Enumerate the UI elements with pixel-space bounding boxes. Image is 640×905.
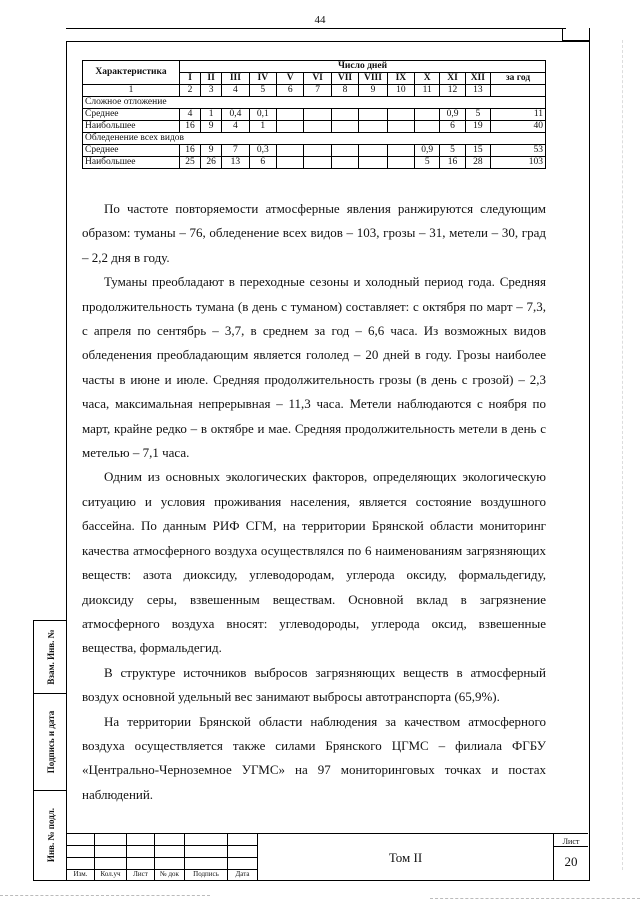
table-cell: 5 bbox=[415, 157, 440, 169]
table-cell: 7 bbox=[222, 145, 249, 157]
table-cell: 0,1 bbox=[249, 109, 276, 121]
table-cell bbox=[331, 145, 358, 157]
table-cell: 9 bbox=[201, 145, 222, 157]
sidebar-replaced-inv-label: Взам. Инв. № bbox=[45, 629, 56, 685]
column-number: 13 bbox=[465, 85, 490, 97]
sidebar-replaced-inv-cell bbox=[34, 621, 67, 694]
month-header: IV bbox=[249, 73, 276, 85]
month-header: VIII bbox=[359, 73, 387, 85]
stamp-column-label: № док bbox=[160, 870, 179, 878]
column-number: 4 bbox=[222, 85, 249, 97]
table-cell: 6 bbox=[440, 121, 465, 133]
sidebar-signature-cell bbox=[34, 694, 67, 791]
year-header: за год bbox=[490, 73, 545, 85]
row-label: Наибольшее bbox=[83, 121, 180, 133]
table-cell bbox=[304, 157, 331, 169]
table-cell bbox=[415, 109, 440, 121]
sheet-number: 20 bbox=[564, 854, 578, 869]
table-cell bbox=[331, 109, 358, 121]
section-title-row bbox=[83, 97, 546, 109]
table-cell bbox=[359, 121, 387, 133]
days-table bbox=[82, 60, 546, 169]
title-block bbox=[66, 833, 588, 880]
month-header: X bbox=[415, 73, 440, 85]
stamp-column-label: Дата bbox=[235, 870, 250, 878]
table-cell bbox=[276, 121, 303, 133]
top-corner-tab bbox=[562, 28, 590, 41]
table-cell bbox=[387, 157, 414, 169]
year-cell: 103 bbox=[490, 157, 545, 169]
table-cell bbox=[359, 157, 387, 169]
month-header: I bbox=[180, 73, 201, 85]
stamp-column-label: Изм. bbox=[73, 870, 88, 878]
row-label: Среднее bbox=[83, 145, 180, 157]
section-title-row bbox=[83, 133, 546, 145]
table-cell bbox=[359, 109, 387, 121]
year-cell: 40 bbox=[490, 121, 545, 133]
paragraph: На территории Брянской области наблюдения за качеством атмосферного воздуха осуществляется также силами Брянского ЦГМС – филиала ФГБУ «Центрально-Черноземное УГМС» на 97 мониторинговых точках и постах наблюдений. bbox=[82, 713, 546, 802]
stamp-column-label: Кол.уч bbox=[100, 870, 121, 878]
column-number: 8 bbox=[331, 85, 358, 97]
table-cell bbox=[276, 157, 303, 169]
table-cell bbox=[304, 121, 331, 133]
volume-label: Том II bbox=[388, 850, 423, 865]
column-number: 5 bbox=[249, 85, 276, 97]
month-header: XI bbox=[440, 73, 465, 85]
stamp-column-label: Подпись bbox=[193, 870, 219, 878]
row-label: Среднее bbox=[83, 109, 180, 121]
column-number: 3 bbox=[201, 85, 222, 97]
column-number: 2 bbox=[180, 85, 201, 97]
table-cell: 6 bbox=[249, 157, 276, 169]
sheet-label: Лист bbox=[562, 837, 580, 846]
column-numbering-row bbox=[83, 85, 546, 97]
section-title: Сложное отложение bbox=[83, 97, 546, 109]
month-header: IX bbox=[387, 73, 414, 85]
top-rule bbox=[66, 28, 566, 29]
table-cell: 1 bbox=[201, 109, 222, 121]
sidebar-inv-original-label: Инв. № подл. bbox=[45, 807, 56, 863]
table-cell bbox=[304, 109, 331, 121]
table-cell: 5 bbox=[440, 145, 465, 157]
column-number: 9 bbox=[359, 85, 387, 97]
column-number: 1 bbox=[83, 85, 180, 97]
sidebar-signature-label: Подпись и дата bbox=[45, 710, 56, 774]
table-header-row bbox=[83, 61, 546, 73]
table-cell bbox=[387, 121, 414, 133]
table-cell: 25 bbox=[180, 157, 201, 169]
table-cell: 4 bbox=[180, 109, 201, 121]
table-cell: 15 bbox=[465, 145, 490, 157]
table-cell: 16 bbox=[180, 121, 201, 133]
table-cell: 16 bbox=[440, 157, 465, 169]
table-cell bbox=[276, 145, 303, 157]
column-number bbox=[490, 85, 545, 97]
year-cell: 11 bbox=[490, 109, 545, 121]
table-cell bbox=[387, 145, 414, 157]
column-number: 7 bbox=[304, 85, 331, 97]
table-cell: 0,9 bbox=[415, 145, 440, 157]
table-row bbox=[83, 109, 546, 121]
sidebar-inv-original-cell bbox=[34, 791, 67, 879]
stamp-column-label: Лист bbox=[133, 870, 148, 878]
month-header: VII bbox=[331, 73, 358, 85]
month-header: V bbox=[276, 73, 303, 85]
table-cell bbox=[359, 145, 387, 157]
table-cell bbox=[415, 121, 440, 133]
month-header: II bbox=[201, 73, 222, 85]
table-cell: 1 bbox=[249, 121, 276, 133]
binding-sidebar bbox=[33, 620, 67, 881]
scan-edge-line bbox=[0, 895, 210, 896]
page-number: 44 bbox=[314, 14, 326, 26]
paragraph: По частоте повторяемости атмосферные явления ранжируются следующим образом: туманы – 76, обледенение всех видов – 103, грозы – 31, метели – 30, град – 2,2 дня в году. bbox=[82, 201, 546, 265]
characteristic-header: Характеристика bbox=[83, 61, 180, 85]
table-cell bbox=[276, 109, 303, 121]
table-row bbox=[83, 157, 546, 169]
month-header: III bbox=[222, 73, 249, 85]
section-title: Обледенение всех видов bbox=[83, 133, 546, 145]
column-number: 12 bbox=[440, 85, 465, 97]
table-cell: 4 bbox=[222, 121, 249, 133]
table-cell: 9 bbox=[201, 121, 222, 133]
scan-edge-line bbox=[430, 898, 640, 899]
table-cell bbox=[331, 121, 358, 133]
row-label: Наибольшее bbox=[83, 157, 180, 169]
table-cell bbox=[387, 109, 414, 121]
table-row bbox=[83, 145, 546, 157]
table-cell bbox=[331, 157, 358, 169]
paragraph: В структуре источников выбросов загрязняющих веществ в атмосферный воздух основной удельный вес занимают выбросы автотранспорта (65,9%). bbox=[82, 664, 546, 705]
table-cell: 19 bbox=[465, 121, 490, 133]
year-cell: 53 bbox=[490, 145, 545, 157]
column-number: 10 bbox=[387, 85, 414, 97]
month-header: XII bbox=[465, 73, 490, 85]
column-number: 6 bbox=[276, 85, 303, 97]
table-cell: 5 bbox=[465, 109, 490, 121]
paragraph: Туманы преобладают в переходные сезоны и холодный период года. Средняя продолжительность тумана (в день с туманом) составляет: с октября по март – 7,3, с апреля по сентябрь – 3,7, в среднем за год – 6,6 часа. Из возможных видов обледенения преобладающим является гололед – 20 дней в году. Грозы наиболее часты в июне и июле. Средняя продолжительность грозы (в день с грозой) – 2,3 часа, максимальная непрерывная – 11,3 часа. Метели наблюдаются с ноября по март, крайне редко – в октябре и мае. Средняя продолжительность метели в день с метелью – 7,1 часа. bbox=[82, 274, 546, 461]
table-cell: 26 bbox=[201, 157, 222, 169]
scan-edge-line bbox=[622, 40, 623, 870]
table-cell: 0,3 bbox=[249, 145, 276, 157]
table-cell: 13 bbox=[222, 157, 249, 169]
month-header: VI bbox=[304, 73, 331, 85]
table-cell: 0,4 bbox=[222, 109, 249, 121]
table-cell: 16 bbox=[180, 145, 201, 157]
column-number: 11 bbox=[415, 85, 440, 97]
body-text bbox=[82, 197, 546, 807]
paragraph: Одним из основных экологических факторов, определяющих экологическую ситуацию и условия проживания населения, является состояние воздушного бассейна. По данным РИФ СГМ, на территории Брянской области мониторинг качества атмосферного воздуха осуществлялся по 6 наименованиям загрязняющих веществ: азота диоксиду, углеводородам, углерода оксиду, формальдегиду, диоксиду серы, взвешенным веществам. Основной вклад в загрязнение атмосферного воздуха вносят: углеводороды, углерода оксид, взвешенные вещества, формальдегид. bbox=[82, 469, 546, 656]
table-cell: 28 bbox=[465, 157, 490, 169]
stamp-sheet-line bbox=[553, 846, 588, 847]
days-group-header: Число дней bbox=[180, 61, 546, 73]
table-cell: 0,9 bbox=[440, 109, 465, 121]
table-row bbox=[83, 121, 546, 133]
table-cell bbox=[304, 145, 331, 157]
